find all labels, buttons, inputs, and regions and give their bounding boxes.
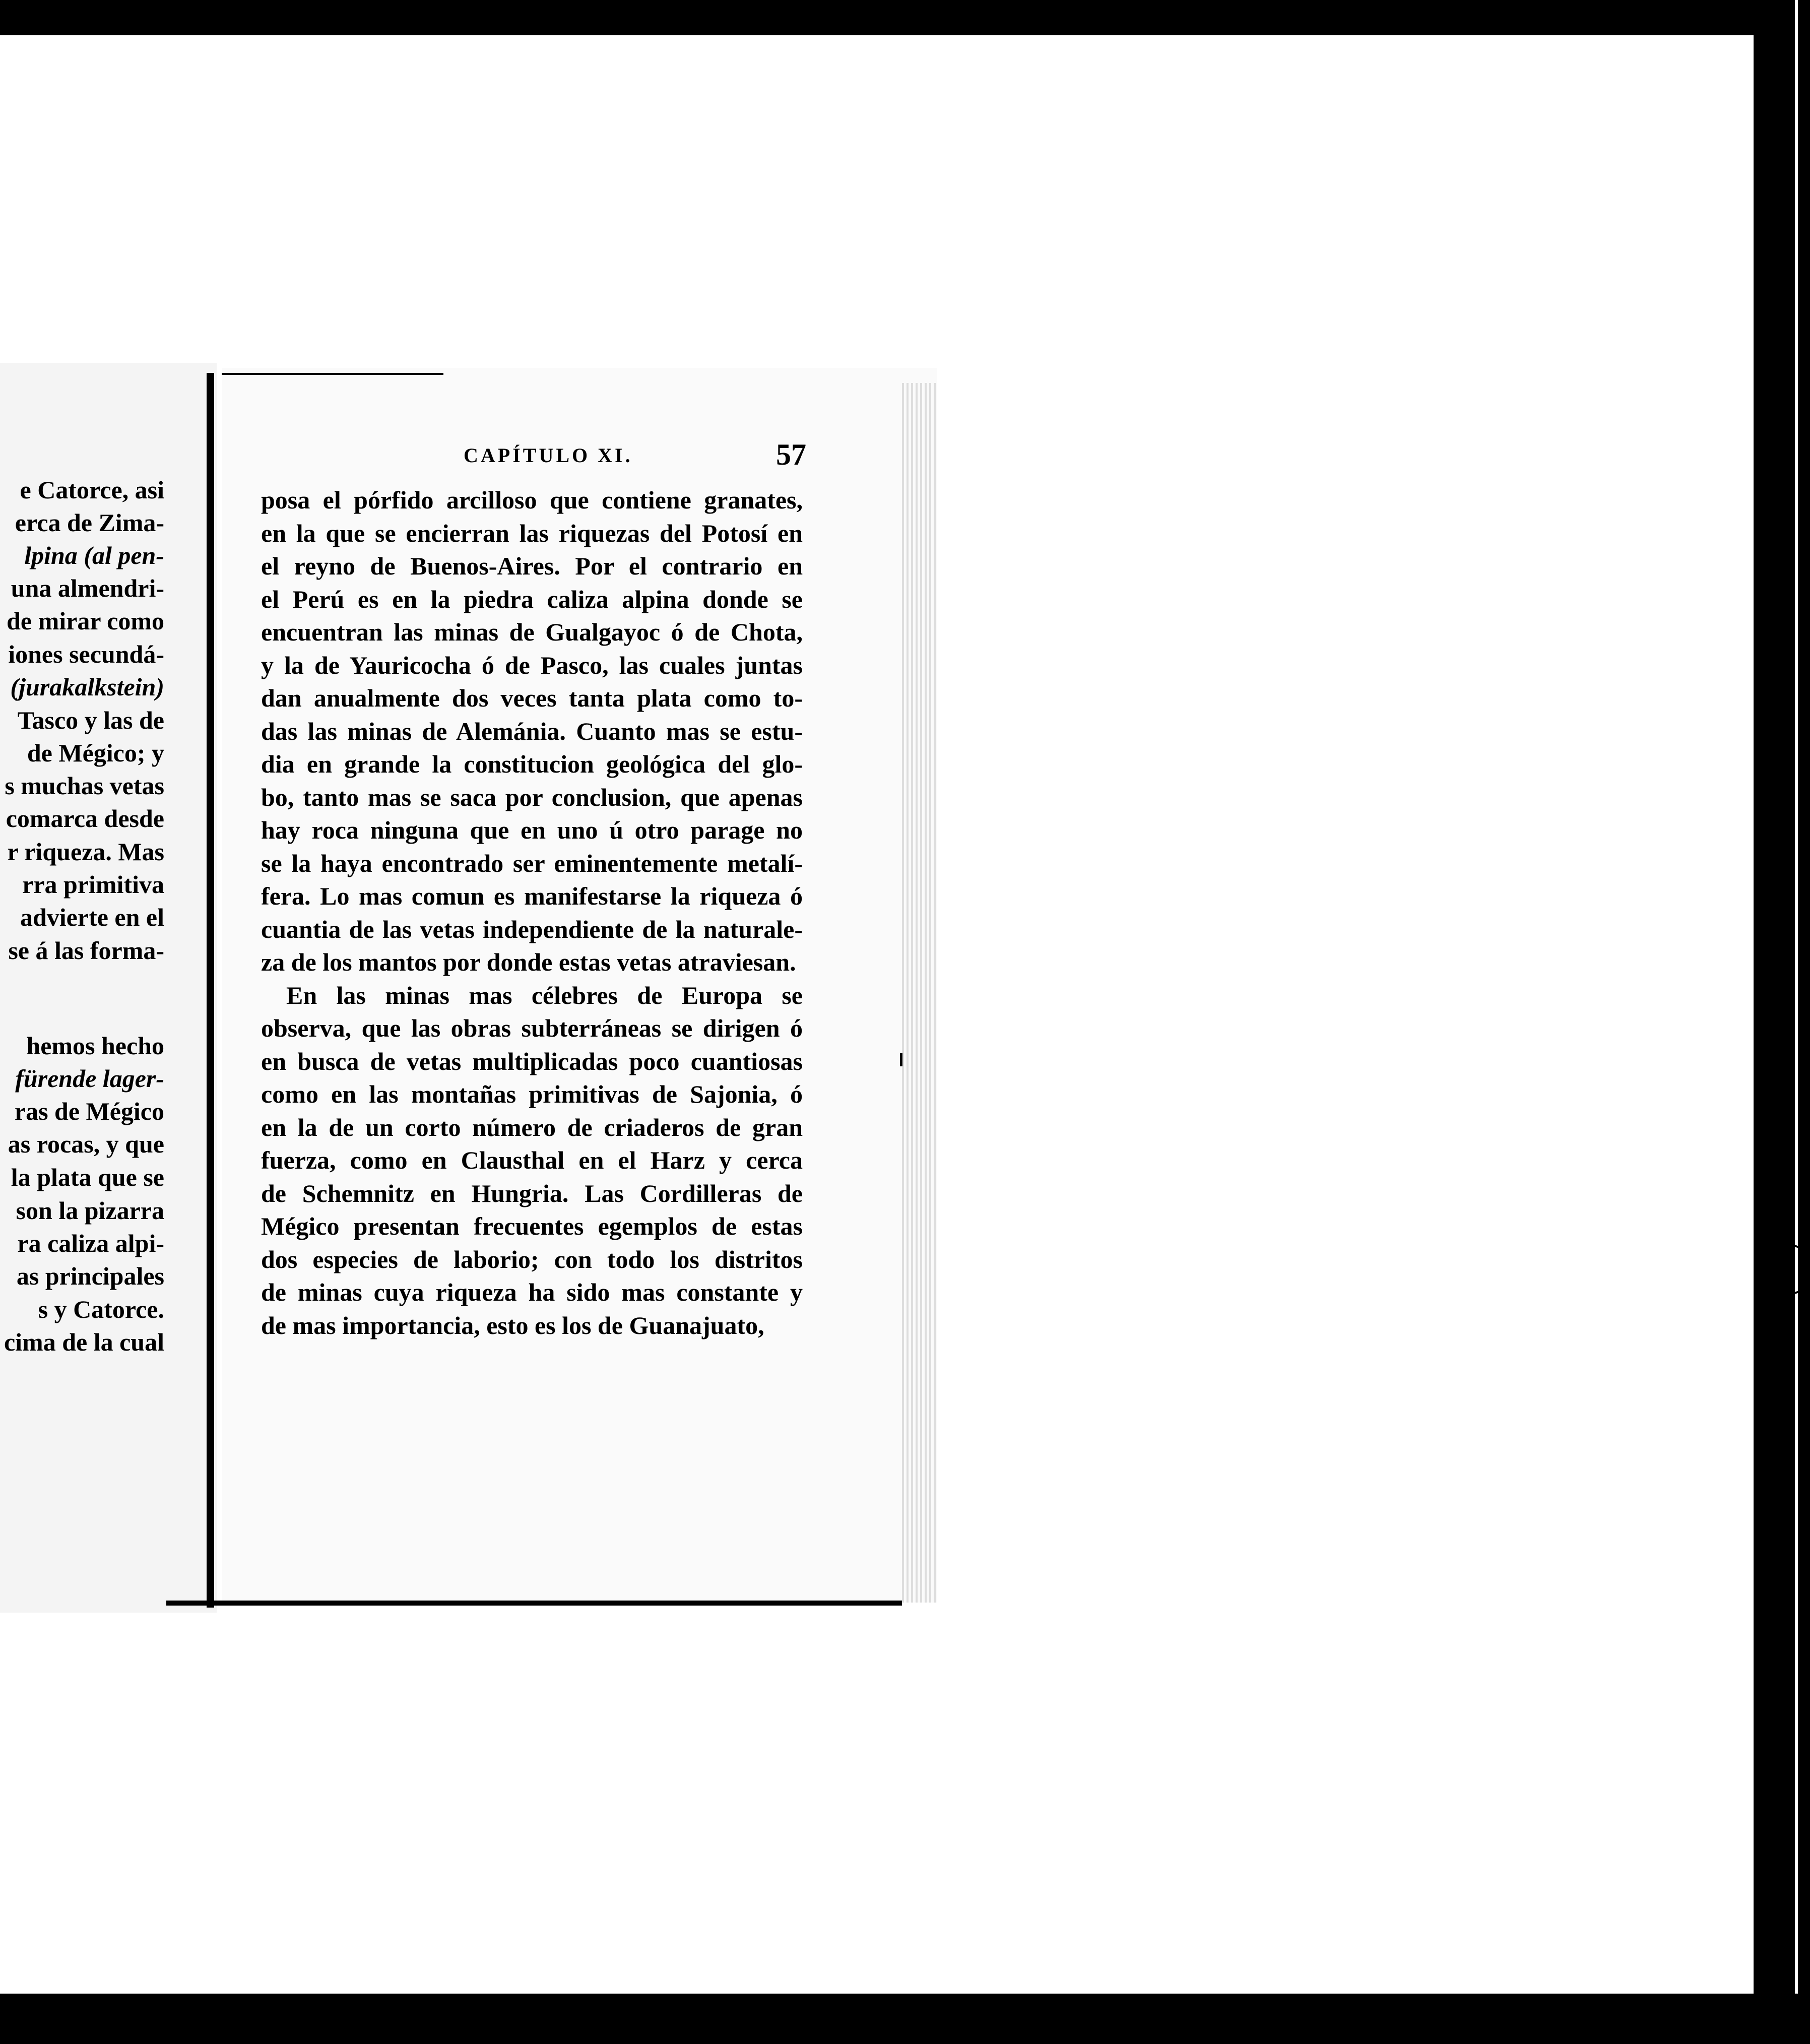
left-text-line: rra primitiva bbox=[22, 870, 164, 899]
left-text-line: hemos hecho bbox=[26, 1032, 164, 1060]
page-number: 57 bbox=[776, 438, 806, 471]
scan-border-bottom bbox=[0, 1994, 1810, 2044]
left-text-line: cima de la cual bbox=[4, 1328, 164, 1356]
scan-border-top bbox=[0, 0, 1810, 35]
text-line: hay roca ninguna que en uno ú otro parage no bbox=[261, 816, 803, 844]
text-line: fera. Lo mas comun es manifestarse la riqueza ó bbox=[261, 882, 803, 910]
scan-edge-line bbox=[1795, 0, 1798, 2044]
text-line: posa el pórfido arcilloso que contiene granates, bbox=[261, 486, 803, 514]
page-edges bbox=[902, 383, 937, 1603]
binding-rule bbox=[207, 373, 214, 1608]
left-text-line: de mirar como bbox=[7, 607, 164, 635]
left-text-line: son la pizarra bbox=[16, 1196, 164, 1225]
text-line: encuentran las minas de Gualgayoc ó de Chota, bbox=[261, 618, 803, 646]
text-line: en busca de vetas multiplicadas poco cuantiosas bbox=[261, 1047, 803, 1075]
left-text-line: iones secundá- bbox=[8, 640, 164, 668]
left-text-line: (jurakalkstein) bbox=[10, 673, 164, 701]
left-text-line: r riqueza. Mas bbox=[7, 838, 164, 866]
text-line: en la que se encierran las riquezas del Potosí en bbox=[261, 519, 803, 547]
text-line: Mégico presentan frecuentes egemplos de estas bbox=[261, 1212, 803, 1240]
scan-border-right bbox=[1754, 0, 1810, 2044]
text-line: cuantia de las vetas independiente de la naturale- bbox=[261, 915, 803, 943]
left-page bbox=[0, 363, 217, 1613]
text-line: de Schemnitz en Hungria. Las Cordilleras de bbox=[261, 1179, 803, 1207]
text-line: das las minas de Alemánia. Cuanto mas se estu- bbox=[261, 717, 803, 745]
left-text-line: ras de Mégico bbox=[14, 1097, 164, 1125]
text-line: se la haya encontrado ser eminentemente metalí- bbox=[261, 849, 803, 877]
text-line: de minas cuya riqueza ha sido mas constante y bbox=[261, 1278, 803, 1306]
text-line: za de los mantos por donde estas vetas atraviesan. bbox=[261, 948, 796, 976]
left-text-line: se á las forma- bbox=[8, 936, 164, 965]
scan-speck bbox=[1781, 554, 1785, 558]
running-head: CAPÍTULO XI. bbox=[464, 444, 633, 467]
scan-speck bbox=[900, 1053, 902, 1066]
left-text-line: Tasco y las de bbox=[17, 706, 164, 734]
left-text-line: ra caliza alpi- bbox=[17, 1229, 164, 1257]
left-text-line: la plata que se bbox=[11, 1163, 164, 1191]
binding-rule-bottom bbox=[166, 1601, 902, 1606]
left-text-line: fürende lager- bbox=[15, 1064, 164, 1093]
text-line: observa, que las obras subterráneas se dirigen ó bbox=[261, 1014, 803, 1042]
text-line: y la de Yauricocha ó de Pasco, las cuales juntas bbox=[261, 651, 803, 679]
left-text-line: de Mégico; y bbox=[27, 739, 164, 767]
text-line: fuerza, como en Clausthal en el Harz y cerca bbox=[261, 1146, 803, 1174]
left-text-line: as rocas, y que bbox=[8, 1130, 164, 1158]
left-text-line: as principales bbox=[16, 1262, 164, 1290]
left-text-line: s muchas vetas bbox=[5, 772, 164, 800]
left-text-line: advierte en el bbox=[20, 903, 164, 931]
left-text-line: comarca desde bbox=[6, 804, 164, 833]
left-text-line: una almendri- bbox=[11, 574, 164, 602]
scan-artifact bbox=[1776, 1245, 1810, 1294]
left-text-line: s y Catorce. bbox=[38, 1295, 164, 1323]
text-line: en la de un corto número de criaderos de gran bbox=[261, 1113, 803, 1141]
text-line: En las minas mas célebres de Europa se bbox=[286, 981, 803, 1009]
text-line: dia en grande la constitucion geológica del glo- bbox=[261, 750, 803, 778]
text-line: dos especies de laborio; con todo los distritos bbox=[261, 1245, 803, 1273]
text-line: como en las montañas primitivas de Sajonia, ó bbox=[261, 1080, 803, 1108]
left-text-line: lpina (al pen- bbox=[24, 541, 164, 569]
text-line: dan anualmente dos veces tanta plata como to- bbox=[261, 684, 803, 712]
left-text-line: e Catorce, asi bbox=[20, 476, 164, 504]
text-line: el reyno de Buenos-Aires. Por el contrario en bbox=[261, 552, 803, 580]
left-text-line: erca de Zima- bbox=[15, 508, 164, 537]
text-line: el Perú es en la piedra caliza alpina donde se bbox=[261, 585, 803, 613]
text-line: de mas importancia, esto es los de Guanajuato, bbox=[261, 1311, 764, 1339]
binding-rule-top bbox=[222, 373, 443, 375]
text-line: bo, tanto mas se saca por conclusion, que apenas bbox=[261, 783, 803, 811]
